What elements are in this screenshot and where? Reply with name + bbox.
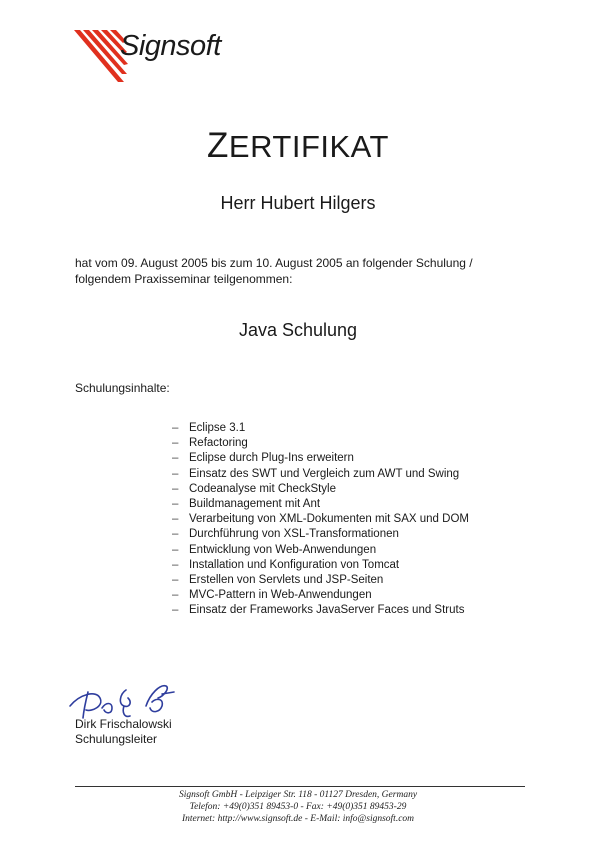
list-dash: – bbox=[172, 543, 179, 556]
contents-label: Schulungsinhalte: bbox=[75, 381, 170, 395]
topic-label: Codeanalyse mit CheckStyle bbox=[189, 482, 337, 495]
list-item bbox=[172, 543, 469, 558]
footer-address bbox=[0, 789, 596, 825]
company-logo bbox=[72, 24, 242, 84]
topic-label: Einsatz des SWT und Vergleich zum AWT und Swing bbox=[189, 467, 460, 480]
list-item bbox=[172, 497, 469, 512]
signer-role: Schulungsleiter bbox=[75, 732, 158, 746]
list-item bbox=[172, 512, 469, 527]
list-dash: – bbox=[172, 452, 179, 465]
list-dash: – bbox=[172, 589, 179, 602]
list-item bbox=[172, 573, 469, 588]
list-dash: – bbox=[172, 558, 179, 571]
list-item bbox=[172, 527, 469, 542]
topic-label: MVC-Pattern in Web-Anwendungen bbox=[189, 589, 372, 602]
topic-label: Entwicklung von Web-Anwendungen bbox=[189, 543, 377, 556]
list-dash: – bbox=[172, 604, 179, 617]
list-dash: – bbox=[172, 482, 179, 495]
footer-line-web: Internet: http://www.signsoft.de - E-Mail: info@signsoft.com bbox=[181, 814, 415, 824]
topic-label: Verarbeitung von XML-Dokumenten mit SAX und DOM bbox=[189, 513, 469, 526]
logo-wordmark: Signsoft bbox=[120, 30, 221, 62]
list-item bbox=[172, 421, 469, 436]
topic-label: Buildmanagement mit Ant bbox=[189, 497, 321, 510]
topic-label: Refactoring bbox=[189, 437, 248, 450]
topic-label: Installation und Konfiguration von Tomcat bbox=[189, 558, 400, 571]
list-item bbox=[172, 436, 469, 451]
list-item bbox=[172, 603, 469, 618]
list-dash: – bbox=[172, 573, 179, 586]
list-dash: – bbox=[172, 467, 179, 480]
footer-line-company: Signsoft GmbH - Leipziger Str. 118 - 01127 Dresden, Germany bbox=[178, 790, 418, 800]
topics-list bbox=[172, 421, 469, 618]
signer-name: Dirk Frischalowski bbox=[75, 717, 172, 731]
topic-label: Einsatz der Frameworks JavaServer Faces und Struts bbox=[189, 604, 465, 617]
list-dash: – bbox=[172, 497, 179, 510]
list-item bbox=[172, 451, 469, 466]
list-item bbox=[172, 588, 469, 603]
list-dash: – bbox=[172, 437, 179, 450]
list-dash: – bbox=[172, 528, 179, 541]
list-item bbox=[172, 558, 469, 573]
recipient-name: Herr Hubert Hilgers bbox=[220, 193, 376, 213]
footer-line-phone: Telefon: +49(0)351 89453-0 - Fax: +49(0)351 89453-29 bbox=[189, 802, 407, 812]
course-title: Java Schulung bbox=[238, 320, 358, 340]
attendance-statement: hat vom 09. August 2005 bis zum 10. August 2005 an folgender Schulung / folgendem Praxisseminar teilgenommen: bbox=[75, 256, 473, 286]
signer-block bbox=[75, 717, 172, 747]
list-dash: – bbox=[172, 513, 179, 526]
topic-label: Eclipse durch Plug-Ins erweitern bbox=[189, 452, 354, 465]
topic-label: Erstellen von Servlets und JSP-Seiten bbox=[189, 573, 384, 586]
list-item bbox=[172, 467, 469, 482]
list-dash: – bbox=[172, 422, 179, 434]
certificate-title bbox=[0, 126, 596, 166]
list-item bbox=[172, 482, 469, 497]
title-rest: ERTIFIKAT bbox=[228, 129, 389, 164]
title-initial: Z bbox=[207, 126, 229, 165]
topic-label: Durchführung von XSL-Transformationen bbox=[189, 528, 399, 541]
footer-divider bbox=[75, 786, 525, 787]
topic-label: Eclipse 3.1 bbox=[189, 422, 246, 434]
